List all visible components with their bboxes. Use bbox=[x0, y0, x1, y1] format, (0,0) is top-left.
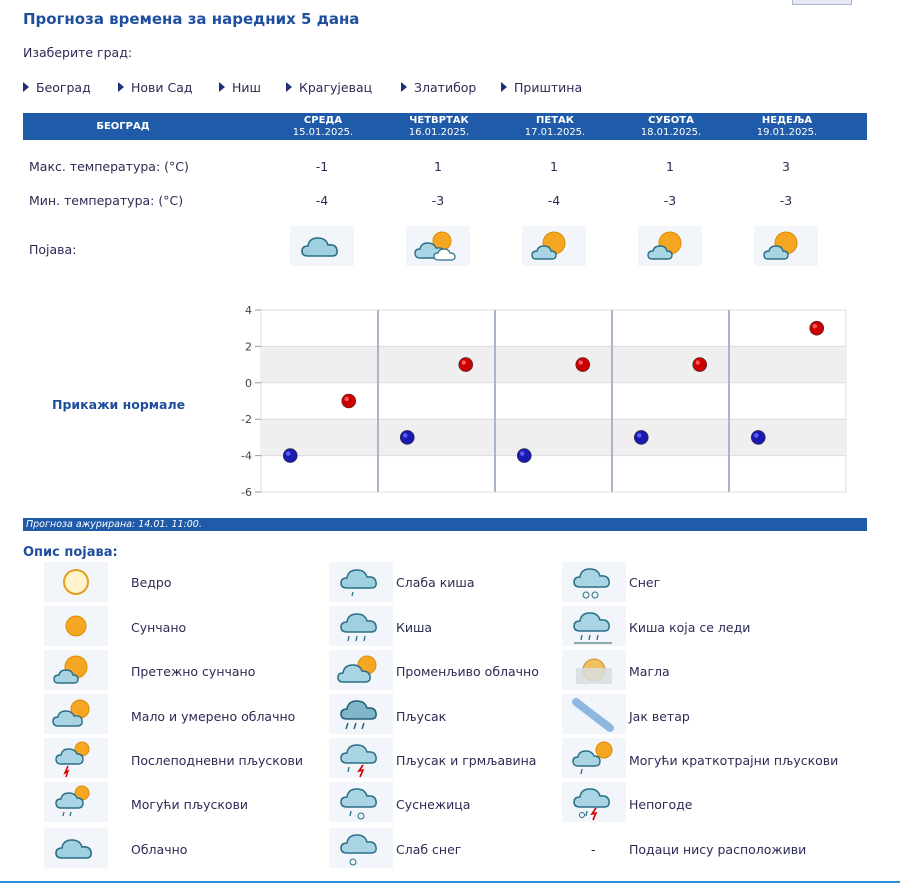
header-day-5: НЕДЕЉА 19.01.2025. bbox=[756, 115, 818, 138]
max-temp-day-2: 1 bbox=[434, 159, 442, 174]
bottom-divider bbox=[0, 881, 900, 883]
cloudy-icon bbox=[290, 226, 354, 266]
min-temp-point bbox=[634, 430, 648, 444]
chart-band bbox=[261, 346, 846, 382]
min-temp-point bbox=[283, 449, 297, 463]
max-temp-day-1: -1 bbox=[315, 159, 329, 174]
rain-icon bbox=[329, 606, 393, 646]
legend-label: Послеподневни пљускови bbox=[131, 753, 303, 768]
mostly-sunny-icon bbox=[638, 226, 702, 266]
min-temp-day-2: -3 bbox=[431, 193, 445, 208]
legend-label: Могући пљускови bbox=[131, 797, 249, 812]
city-link-pristina[interactable]: Приштина bbox=[501, 80, 582, 95]
top-right-tab[interactable] bbox=[792, 0, 852, 5]
y-tick-label: 4 bbox=[245, 304, 252, 317]
point-highlight bbox=[637, 433, 641, 437]
max-temp-point bbox=[342, 394, 356, 408]
point-highlight bbox=[286, 451, 290, 455]
legend-label: Ведро bbox=[131, 575, 172, 590]
min-temp-label: Мин. температура: (°C) bbox=[29, 193, 184, 208]
strong-wind-icon bbox=[562, 694, 626, 734]
city-link-kragujevac[interactable]: Крагујевац bbox=[286, 80, 372, 95]
point-highlight bbox=[696, 360, 700, 364]
forecast-header bbox=[23, 113, 867, 140]
max-temp-day-5: 3 bbox=[782, 159, 790, 174]
min-temp-day-5: -3 bbox=[779, 193, 793, 208]
min-temp-point bbox=[751, 430, 765, 444]
header-day-4: СУБОТА 18.01.2025. bbox=[640, 115, 702, 138]
sunny-icon bbox=[44, 606, 108, 646]
header-day-2: ЧЕТВРТАК 16.01.2025. bbox=[408, 115, 470, 138]
y-tick-label: -2 bbox=[241, 413, 252, 427]
min-temp-point bbox=[517, 449, 531, 463]
max-temp-point bbox=[459, 358, 473, 372]
no-data-dash: - bbox=[591, 842, 596, 857]
arrow-right-icon bbox=[401, 82, 407, 92]
forecast-updated-bar bbox=[23, 518, 867, 531]
city-link-nis[interactable]: Ниш bbox=[219, 80, 261, 95]
min-temp-day-3: -4 bbox=[547, 193, 561, 208]
point-highlight bbox=[813, 324, 817, 328]
legend-label: Сунчано bbox=[131, 620, 187, 635]
clear-sun-icon bbox=[44, 562, 108, 602]
snow-icon bbox=[562, 562, 626, 602]
point-highlight bbox=[345, 397, 349, 401]
legend-label: Мало и умерено облачно bbox=[131, 709, 296, 724]
arrow-right-icon bbox=[286, 82, 292, 92]
legend-title: Опис појава: bbox=[23, 545, 118, 560]
thunderstorm-icon bbox=[329, 738, 393, 778]
legend-label: Пљусак bbox=[396, 709, 447, 724]
temperature-chart bbox=[230, 300, 850, 500]
freezing-rain-icon bbox=[562, 606, 626, 646]
legend-label: Пљусак и грмљавина bbox=[396, 753, 537, 768]
mostly-sunny-icon bbox=[44, 650, 108, 690]
light-snow-icon bbox=[329, 828, 393, 868]
header-day-3: ПЕТАК 17.01.2025. bbox=[524, 115, 586, 138]
min-temp-day-4: -3 bbox=[663, 193, 677, 208]
updated-text: Прогноза ажурирана: 14.01. 11:00. bbox=[26, 519, 202, 530]
light-rain-icon bbox=[329, 562, 393, 602]
possible-showers-icon bbox=[44, 782, 108, 822]
max-temp-point bbox=[810, 321, 824, 335]
max-temp-day-4: 1 bbox=[666, 159, 674, 174]
legend-label: Киша bbox=[396, 620, 433, 635]
severe-weather-icon bbox=[562, 782, 626, 822]
point-highlight bbox=[462, 360, 466, 364]
legend-label: Киша која се леди bbox=[629, 620, 751, 635]
max-temp-point bbox=[693, 358, 707, 372]
y-tick-label: 0 bbox=[245, 376, 252, 390]
page-title: Прогноза времена за наредних 5 дана bbox=[23, 10, 360, 28]
city-link-zlatibor[interactable]: Златибор bbox=[401, 80, 476, 95]
arrow-right-icon bbox=[118, 82, 124, 92]
partly-cloudy-icon bbox=[406, 226, 470, 266]
shower-icon bbox=[329, 694, 393, 734]
legend-label: Претежно сунчано bbox=[131, 664, 256, 679]
max-temp-point bbox=[576, 358, 590, 372]
arrow-right-icon bbox=[23, 82, 29, 92]
variable-cloudy-icon bbox=[329, 650, 393, 690]
legend-label: Променљиво облачно bbox=[396, 664, 539, 679]
sleet-icon bbox=[329, 782, 393, 822]
cloudy-icon bbox=[44, 828, 108, 868]
legend-label: Слаба киша bbox=[396, 575, 475, 590]
legend-label: Непогоде bbox=[629, 797, 693, 812]
point-highlight bbox=[520, 451, 524, 455]
y-tick-label: -6 bbox=[241, 486, 252, 499]
max-temp-day-3: 1 bbox=[550, 159, 558, 174]
partly-cloudy-icon bbox=[44, 694, 108, 734]
min-temp-point bbox=[400, 430, 414, 444]
legend-label: Подаци нису расположиви bbox=[629, 842, 807, 857]
city-link-novi-sad[interactable]: Нови Сад bbox=[118, 80, 193, 95]
arrow-right-icon bbox=[219, 82, 225, 92]
arrow-right-icon bbox=[501, 82, 507, 92]
afternoon-showers-icon bbox=[44, 738, 108, 778]
legend-label: Могући краткотрајни пљускови bbox=[629, 753, 839, 768]
y-tick-label: -4 bbox=[241, 449, 252, 463]
fog-icon bbox=[562, 650, 626, 690]
city-link-beograd[interactable]: Београд bbox=[23, 80, 91, 95]
mostly-sunny-icon bbox=[754, 226, 818, 266]
legend-label: Магла bbox=[629, 664, 670, 679]
point-highlight bbox=[403, 433, 407, 437]
legend-label: Снег bbox=[629, 575, 661, 590]
phenomenon-label: Појава: bbox=[29, 242, 77, 257]
point-highlight bbox=[579, 360, 583, 364]
show-normals-link[interactable]: Прикажи нормале bbox=[52, 397, 186, 412]
legend-label: Облачно bbox=[131, 842, 188, 857]
header-city: БЕОГРАД bbox=[96, 121, 150, 132]
possible-brief-showers-icon bbox=[562, 738, 626, 778]
choose-city-label: Изаберите град: bbox=[23, 45, 133, 60]
legend-label: Слаб снег bbox=[396, 842, 462, 857]
point-highlight bbox=[754, 433, 758, 437]
mostly-sunny-icon bbox=[522, 226, 586, 266]
legend-label: Јак ветар bbox=[629, 709, 690, 724]
min-temp-day-1: -4 bbox=[315, 193, 329, 208]
max-temp-label: Макс. температура: (°C) bbox=[29, 159, 189, 174]
header-day-1: СРЕДА 15.01.2025. bbox=[292, 115, 354, 138]
legend-label: Суснежица bbox=[396, 797, 471, 812]
y-tick-label: 2 bbox=[245, 340, 252, 354]
